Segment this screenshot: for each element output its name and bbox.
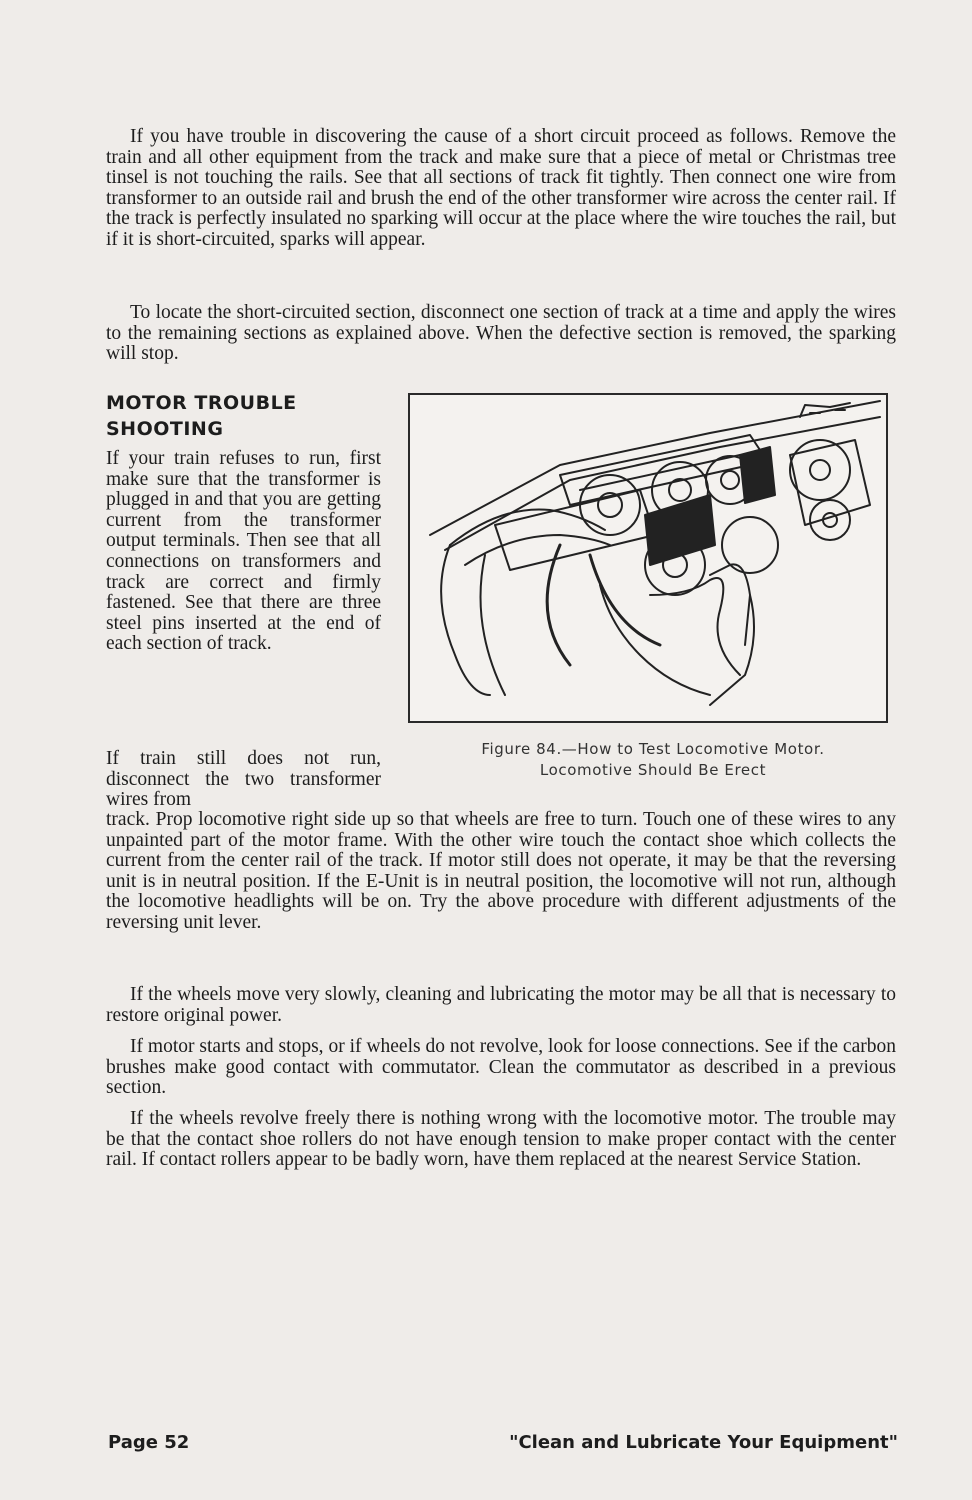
section-heading: MOTOR TROUBLE SHOOTING	[106, 392, 297, 440]
page-number: Page 52	[108, 1432, 190, 1453]
paragraph-refuses-to-run: If your train refuses to run, first make sure that the transformer is plugged in and that you are getting current from the transformer output terminals. Then see that all connections on transformers and track are correct and firmly fastened. See that there are three steel pins inserted at the end of each section of track.	[106, 448, 381, 655]
paragraph-wheels-revolve: If the wheels revolve freely there is nothing wrong with the locomotive motor. The trouble may be that the contact shoe rollers do not have enough tension to make proper contact with the center rail. If contact rollers appear to be badly worn, have them replaced at the nearest Service Station.	[106, 1108, 896, 1171]
footer-slogan: "Clean and Lubricate Your Equipment"	[509, 1432, 898, 1453]
figure-illustration	[408, 393, 888, 723]
paragraph-still-does-not-run: If train still does not run, disconnect the two transformer wires from	[106, 748, 381, 811]
locomotive-hands-drawing	[410, 395, 886, 721]
paragraph-prop-locomotive: track. Prop locomotive right side up so that wheels are free to turn. Touch one of these wires to any unpainted part of the motor frame. With the other wire touch the contact shoe which collects the current from the center rail of the track. If motor still does not operate, it may be that the reversing unit is in neutral position. If the E-Unit is in neutral position, the locomotive will not run, although the locomotive headlights will be on. Try the above procedure with different adjustments of the reversing unit lever.	[106, 809, 896, 933]
paragraph-short-circuit: If you have trouble in discovering the cause of a short circuit proceed as follows. Remove the train and all other equipment from the track and make sure that a piece of metal or Christmas tree tinsel is not touching the rails. See that all sections of track fit tightly. Then connect one wire from transformer to an outside rail and brush the end of the other transformer wire across the center rail. If the track is perfectly insulated no sparking will occur at the place where the wire touches the rail, but if it is short-circuited, sparks will appear.	[106, 126, 896, 250]
paragraph-motor-starts-stops: If motor starts and stops, or if wheels do not revolve, look for loose connections. See if the carbon brushes make good contact with commutator. Clean the commutator as described in a previous section.	[106, 1036, 896, 1099]
figure-caption: Figure 84.—How to Test Locomotive Motor. Locomotive Should Be Erect	[481, 740, 825, 779]
paragraph-wheels-slow: If the wheels move very slowly, cleaning and lubricating the motor may be all that is necessary to restore original power.	[106, 984, 896, 1026]
paragraph-locate-section: To locate the short-circuited section, disconnect one section of track at a time and apply the wires to the remaining sections as explained above. When the defective section is removed, the sparking will stop.	[106, 302, 896, 365]
